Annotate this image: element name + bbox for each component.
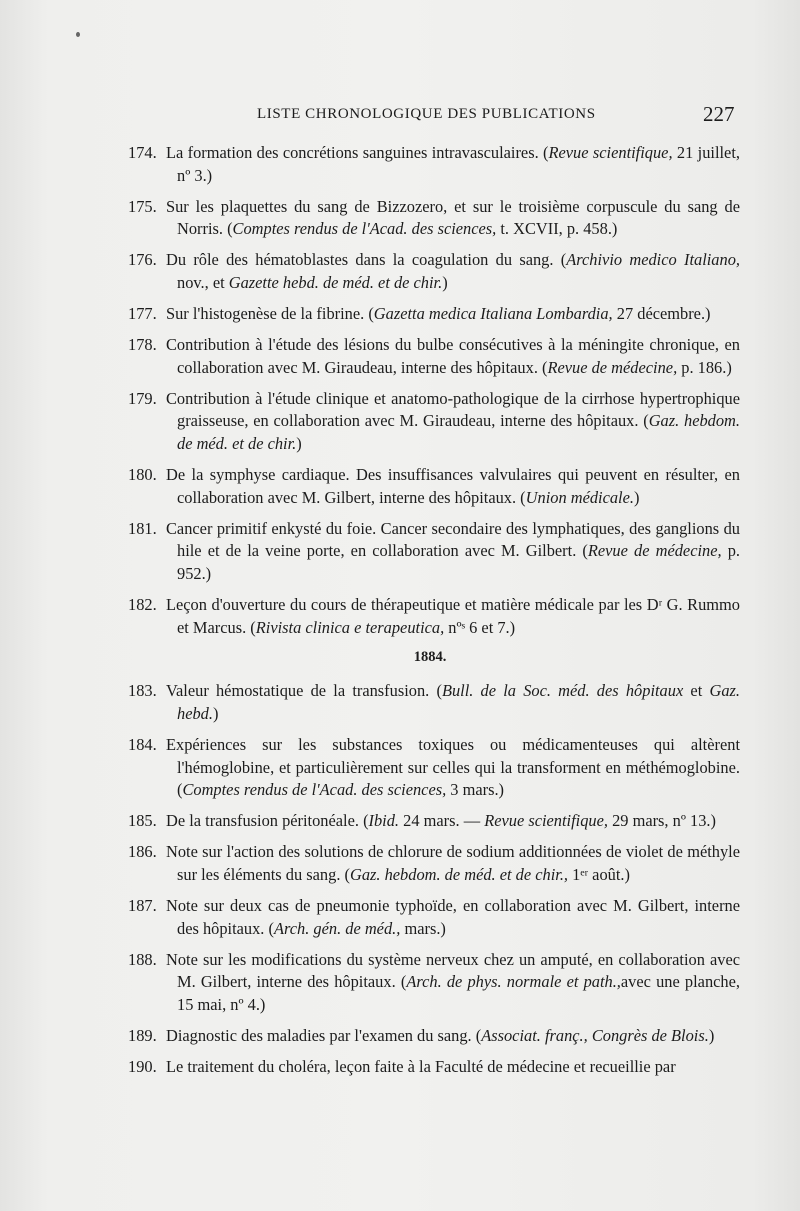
entry-text [166,1025,740,1048]
entry-segment: Sur l'histogenèse de la fibrine. ( [166,304,374,324]
entry-text [166,810,740,833]
entry-segment: Valeur hémostatique de la transfusion. ( [166,681,442,701]
entry-number: 174. [128,143,157,162]
entry-text [166,464,740,509]
entry-text [166,518,740,586]
entry-number: 177. [128,304,157,324]
entry-segment: avec une planche, 15 mai, nº 4.) [177,972,740,1014]
entry-segment: nov., et [177,272,229,292]
journal-title: Gazetta medica Italiana Lombardia, [373,304,613,324]
entry-segment: mars.) [400,918,446,938]
publication-entry [0,1056,800,1079]
publication-entry [0,594,800,639]
journal-title: Comptes rendus de l'Acad. des sciences, [182,780,447,800]
scan-speck [76,32,80,37]
entry-segment: 1ᵉʳ août.) [568,864,630,884]
publication-entry [0,196,800,241]
entry-number: 187. [128,896,157,916]
entry-number: 184. [128,734,157,754]
page-number: 227 [703,102,735,126]
entry-text [166,142,740,187]
entry-segment: ) [212,703,219,723]
page-header [0,104,800,130]
journal-title: Ibid. [368,811,400,831]
entry-number: 176. [128,250,157,270]
entry-number: 190. [128,1057,157,1077]
entry-number: 179. [128,388,157,408]
publication-entry [0,949,800,1017]
journal-title: Revue de médecine, [547,357,678,377]
publication-entry [0,841,800,886]
entry-segment: Note sur l'action des solutions de chlorure de sodium additionnées de violet de méthyle sur les éléments du sang. ( [166,842,740,884]
publication-entry [0,464,800,509]
entry-text [166,680,740,725]
entry-text [166,303,740,326]
entry-segment: ) [634,487,640,507]
journal-title: Rivista clinica e terapeutica, [255,617,445,637]
publication-entry [0,303,800,326]
entry-segment: p. 952.) [177,541,741,583]
entry-number: 183. [128,681,157,701]
entry-text [166,734,740,802]
entry-segment: Leçon d'ouverture du cours de thérapeutique et matière médicale par les Dʳ G. Rummo et Marcus. ( [166,595,740,637]
entry-segment: et [683,681,710,701]
entry-segment: Contribution à l'étude clinique et anatomo-pathologique de la cirrhose hypertrophique graisseuse, en collaboration avec M. Giraudeau, interne des hôpitaux. ( [166,388,740,431]
journal-title: Comptes rendus de l'Acad. des sciences, [232,219,497,239]
journal-title: Revue de médecine, [587,541,722,561]
journal-title: Associat. franç., Congrès de Blois. [481,1026,709,1045]
entry-number: 188. [128,949,157,969]
entry-segment: Le traitement du choléra, leçon faite à la Faculté de médecine et recueillie par [166,1057,676,1077]
entry-segment: 29 mars, nº 13.) [607,811,716,831]
publication-entry [0,518,800,586]
entry-segment: t. XCVII, p. 458.) [496,219,618,239]
journal-title: Arch. de phys. normale et path., [406,972,621,992]
publication-entry [0,249,800,294]
entry-text [166,249,740,294]
entry-text [166,196,740,241]
entry-number: 175. [128,196,157,216]
entry-segment: 21 juillet, nº 3.) [177,143,740,185]
journal-title: Arch. gén. de méd., [273,918,401,938]
entry-number: 186. [128,842,157,862]
journal-title: Revue scientifique, [548,143,673,162]
journal-title: Gazette hebd. de méd. et de chir. [228,272,443,292]
entry-segment: ) [442,272,448,292]
journal-title: Revue scientifique, [484,811,608,831]
entry-segment: Cancer primitif enkysté du foie. Cancer secondaire des lymphatiques, des ganglions du hile et de la veine porte, en collaboration avec M. Gilbert. ( [166,518,740,561]
entry-text [166,841,740,886]
entry-segment: Note sur les modifications du système nerveux chez un amputé, en collaboration avec M. Gilbert, interne des hôpitaux. ( [166,949,740,992]
year-heading: 1884. [413,649,447,666]
publication-entry [0,895,800,940]
journal-title: Archivio medico Italiano, [566,250,740,270]
entry-number: 178. [128,335,157,355]
entry-text [166,594,740,639]
entry-segment: 3 mars.) [446,780,505,800]
entry-segment: p. 186.) [677,357,732,377]
entry-segment: Contribution à l'étude des lésions du bulbe consécutives à la méningite chronique, en collaboration avec M. Giraudeau, interne des hôpitaux. ( [166,335,740,377]
entry-number: 182. [128,595,157,615]
entry-segment: nºˢ 6 et 7.) [444,617,516,637]
journal-title: Gaz. hebdom. de méd. et de chir. [177,411,740,454]
entry-segment: Sur les plaquettes du sang de Bizzozero, et sur le troisième corpuscule du sang de Norris. ( [166,196,740,239]
journal-title: Bull. de la Soc. méd. des hôpitaux [441,681,684,701]
publication-entry [0,388,800,456]
entry-segment: Expériences sur les substances toxiques ou médicamenteuses qui altèrent l'hémoglobine, et particulièrement sur celles qui la transforment en méthémoglobine. ( [166,734,740,800]
entry-segment: De la transfusion péritonéale. ( [166,811,369,831]
entry-number: 189. [128,1026,157,1045]
entry-segment: Diagnostic des maladies par l'examen du sang. ( [166,1026,482,1045]
publication-list [0,142,800,1087]
entry-segment: ) [708,1026,715,1045]
entry-segment: De la symphyse cardiaque. Des insuffisances valvulaires qui peuvent en résulter, en collaboration avec M. Gilbert, interne des hôpitaux. ( [166,465,740,507]
entry-segment: La formation des concrétions sanguines intravasculaires. ( [166,143,549,162]
journal-title: Gaz. hebd. [177,681,740,723]
entry-text [166,1056,740,1079]
publication-entry [0,1025,800,1048]
entry-number: 185. [128,811,157,831]
entry-text [166,895,740,940]
running-title: LISTE CHRONOLOGIQUE DES PUBLICATIONS [257,106,596,122]
entry-segment: 27 décembre.) [612,304,711,324]
entry-segment: Note sur deux cas de pneumonie typhoïde, en collaboration avec M. Gilbert, interne des hôpitaux. ( [166,896,740,938]
entry-text [166,388,740,456]
entry-segment: Du rôle des hématoblastes dans la coagulation du sang. ( [166,250,567,270]
entry-text [166,334,740,379]
entry-segment: ) [296,434,302,454]
entry-number: 180. [128,465,157,485]
publication-entry [0,680,800,725]
entry-text [166,949,740,1017]
journal-title: Union médicale. [525,487,634,507]
entries-1884 [0,680,800,1078]
entry-segment: 24 mars. — [399,811,485,831]
publication-entry [0,810,800,833]
publication-entry [0,734,800,802]
journal-title: Gaz. hebdom. de méd. et de chir., [349,864,569,884]
entries-1883 [0,142,800,639]
publication-entry [0,142,800,187]
publication-entry [0,334,800,379]
entry-number: 181. [128,518,157,538]
